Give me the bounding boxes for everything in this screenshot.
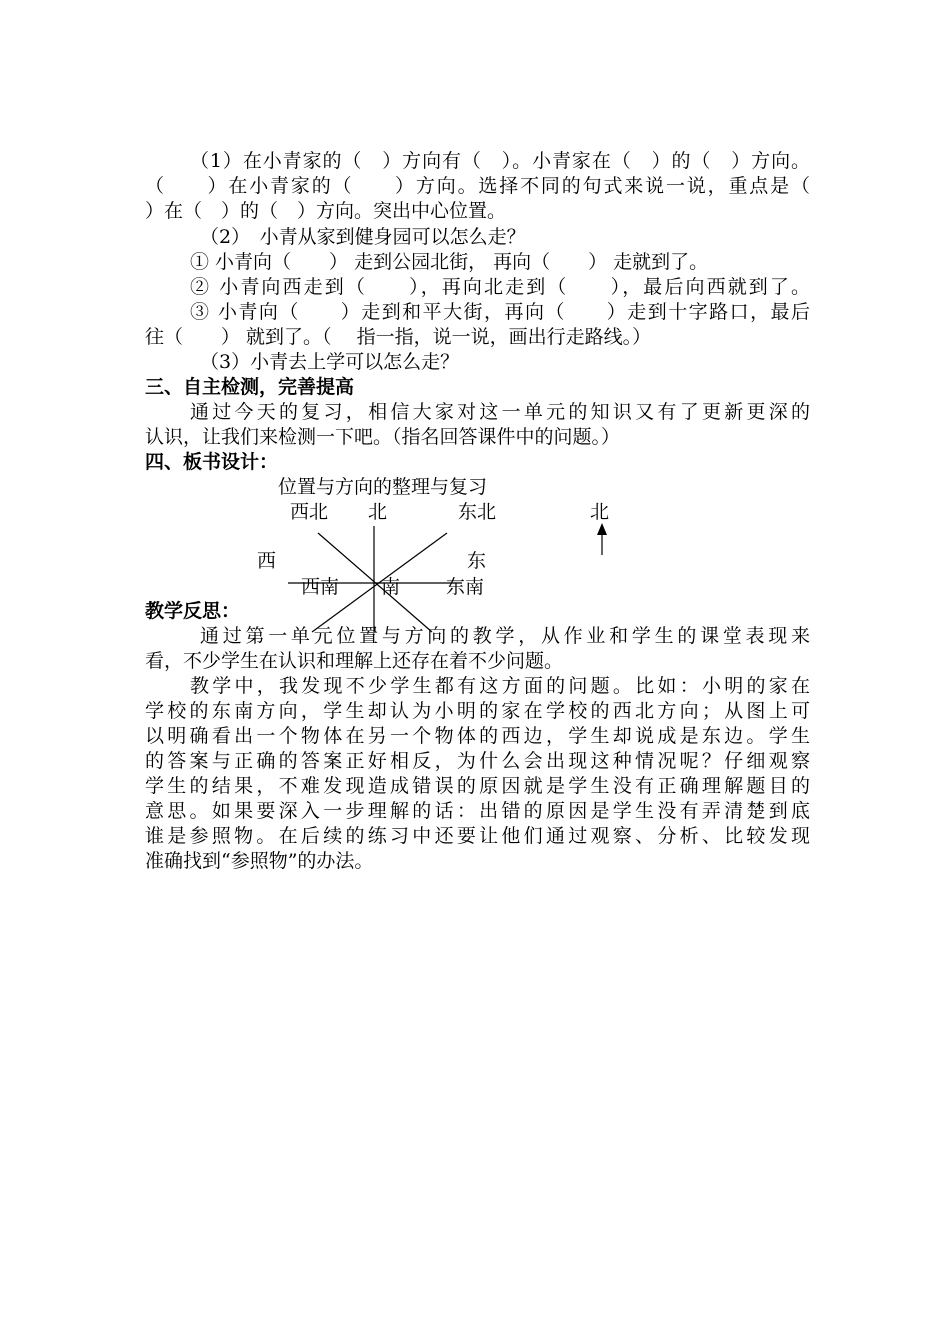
reflection-line: 教学中，我发现不少学生都有这方面的问题。比如：小明的家在 bbox=[190, 675, 810, 697]
reflection-line: 看，不少学生在认识和理解上还存在着不少问题。 bbox=[145, 650, 564, 672]
label-southwest: 西南 bbox=[301, 576, 340, 598]
reflection-line: 谁是参照物。在后续的练习中还要让他们通过观察、分析、比较发现 bbox=[145, 825, 810, 847]
section-4-heading: 四、板书设计： bbox=[145, 451, 279, 473]
reflection-line: 的答案与正确的答案正好相反，为什么会出现这种情况呢？仔细观察 bbox=[145, 750, 810, 772]
label-southeast: 东南 bbox=[446, 576, 485, 598]
route-option-2: ② 小青向西走到（ ），再向北走到（ ），最后向西就到了。 bbox=[190, 276, 810, 298]
section-3-heading: 三、自主检测，完善提高 bbox=[145, 376, 355, 398]
label-east: 东 bbox=[467, 550, 487, 572]
question-2: （2） 小青从家到健身园可以怎么走？ bbox=[200, 226, 526, 248]
reflection-line: 学生的结果，不难发现造成错误的原因就是学生没有正确理解题目的 bbox=[145, 775, 810, 797]
route-option-3-line-2: 往（ ） 就到了。（ 指一指，说一说，画出行走路线。） bbox=[145, 326, 652, 348]
reflection-line: 以明确看出一个物体在另一个物体的西边，学生却说成是东边。学生 bbox=[145, 725, 810, 747]
label-west: 西 bbox=[257, 550, 277, 572]
route-option-3-line-1: ③ 小青向（ ）走到和平大街，再向（ ）走到十字路口，最后 bbox=[190, 301, 810, 323]
route-option-1: ① 小青向（ ） 走到公园北街， 再向（ ） 走就到了。 bbox=[190, 251, 709, 273]
reflection-line: 意思。如果要深入一步理解的话：出错的原因是学生没有弄清楚到底 bbox=[145, 800, 810, 822]
section-3-text-2: 认识，让我们来检测一下吧。（指名回答课件中的问题。） bbox=[145, 426, 621, 448]
question-1-line-3: ）在（ ）的（ ）方向。突出中心位置。 bbox=[145, 200, 507, 222]
reflection-line: 准确找到“参照物”的办法。 bbox=[145, 850, 374, 872]
question-3: （3）小青去上学可以怎么走？ bbox=[200, 351, 460, 373]
reflection-line: 学校的东南方向，学生却认为小明的家在学校的西北方向；从图上可 bbox=[145, 700, 810, 722]
label-northeast: 东北 bbox=[458, 501, 497, 523]
label-north: 北 bbox=[368, 501, 388, 523]
reflection-line: 通过第一单元位置与方向的教学，从作业和学生的课堂表现来 bbox=[200, 625, 810, 647]
arrow-north-label: 北 bbox=[590, 501, 610, 523]
diagram-title: 位置与方向的整理与复习 bbox=[278, 476, 488, 498]
north-arrow-head bbox=[597, 523, 607, 535]
question-1-line-1: （1）在小青家的（ ）方向有（ ）。小青家在（ ）的（ ）方向。 bbox=[190, 150, 810, 172]
section-3-text-1: 通过今天的复习，相信大家对这一单元的知识又有了更新更深的 bbox=[190, 401, 810, 423]
question-1-line-2: （ ）在小青家的（ ）方向。选择不同的句式来说一说，重点是（ bbox=[145, 175, 810, 197]
label-northwest: 西北 bbox=[290, 501, 329, 523]
label-south: 南 bbox=[381, 576, 401, 598]
reflection-heading: 教学反思： bbox=[145, 600, 241, 622]
